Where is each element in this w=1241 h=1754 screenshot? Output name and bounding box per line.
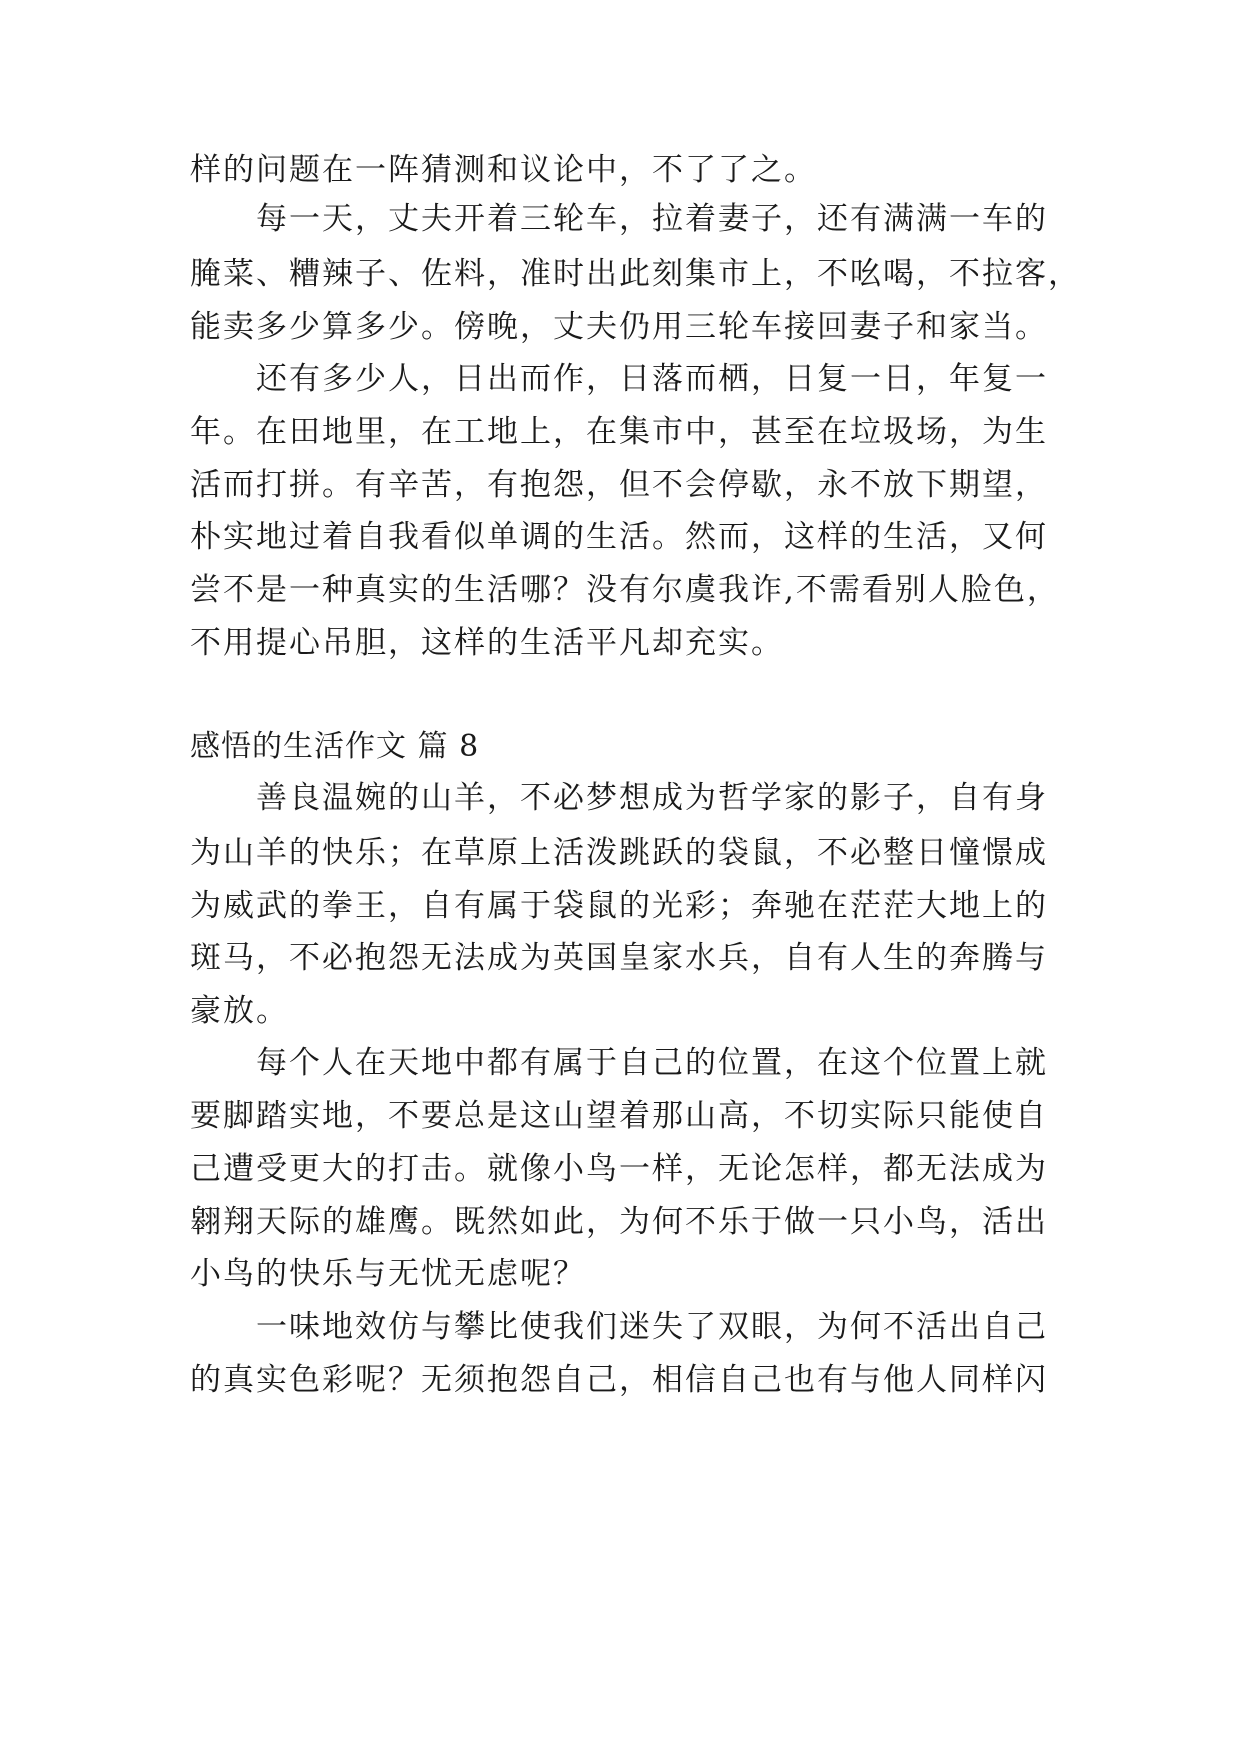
paragraph-line: 腌菜、糟辣子、佐料，准时出此刻集市上，不吆喝，不拉客， <box>190 256 1081 292</box>
paragraph-line: 朴实地过着自我看似单调的生活。然而，这样的生活，又何 <box>190 519 1048 555</box>
paragraph-line: 的真实色彩呢？无须抱怨自己，相信自己也有与他人同样闪 <box>190 1362 1048 1398</box>
paragraph-line: 每个人在天地中都有属于自己的位置，在这个位置上就 <box>256 1045 1048 1081</box>
paragraph-line: 不用提心吊胆，这样的生活平凡却充实。 <box>190 625 784 661</box>
paragraph-line: 己遭受更大的打击。就像小鸟一样，无论怎样，都无法成为 <box>190 1151 1048 1187</box>
paragraph-line: 善良温婉的山羊，不必梦想成为哲学家的影子，自有身 <box>256 780 1048 816</box>
paragraph-line: 为威武的拳王，自有属于袋鼠的光彩；奔驰在茫茫大地上的 <box>190 888 1048 924</box>
paragraph-line: 一味地效仿与攀比使我们迷失了双眼，为何不活出自己 <box>256 1309 1048 1345</box>
paragraph-line: 要脚踏实地，不要总是这山望着那山高，不切实际只能使自 <box>190 1098 1048 1134</box>
paragraph-line: 翱翔天际的雄鹰。既然如此，为何不乐于做一只小鸟，活出 <box>190 1204 1048 1240</box>
paragraph-line: 年。在田地里，在工地上，在集市中，甚至在垃圾场，为生 <box>190 414 1048 450</box>
section-heading: 感悟的生活作文 篇 8 <box>190 729 480 764</box>
paragraph-line: 能卖多少算多少。傍晚，丈夫仍用三轮车接回妻子和家当。 <box>190 309 1048 345</box>
paragraph-line: 尝不是一种真实的生活哪？没有尔虞我诈,不需看别人脸色， <box>190 572 1060 608</box>
paragraph-line: 斑马，不必抱怨无法成为英国皇家水兵，自有人生的奔腾与 <box>190 940 1048 976</box>
paragraph-line: 豪放。 <box>190 993 289 1029</box>
paragraph-line: 小鸟的快乐与无忧无虑呢？ <box>190 1256 586 1292</box>
paragraph-line: 为山羊的快乐；在草原上活泼跳跃的袋鼠，不必整日憧憬成 <box>190 835 1048 871</box>
paragraph-line: 样的问题在一阵猜测和议论中，不了了之。 <box>190 152 817 188</box>
paragraph-line: 每一天，丈夫开着三轮车，拉着妻子，还有满满一车的 <box>256 201 1048 237</box>
paragraph-line: 还有多少人，日出而作，日落而栖，日复一日，年复一 <box>256 361 1048 397</box>
paragraph-line: 活而打拼。有辛苦，有抱怨，但不会停歇，永不放下期望， <box>190 467 1048 503</box>
